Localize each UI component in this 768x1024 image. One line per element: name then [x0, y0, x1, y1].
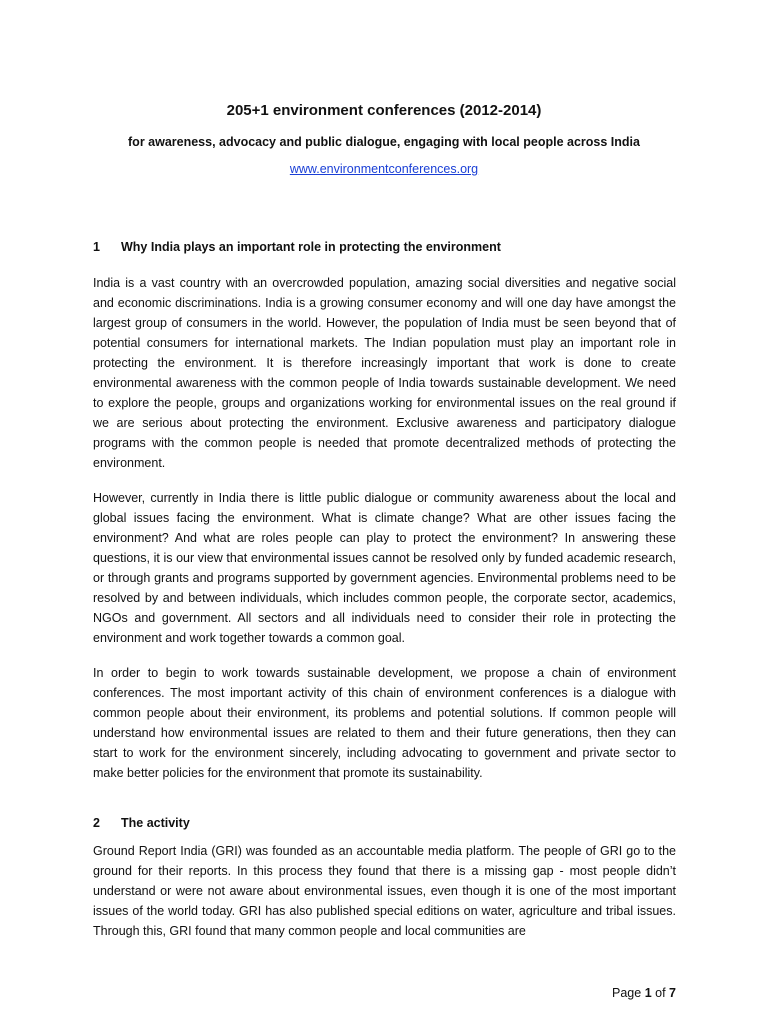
section-number: 2 [93, 816, 100, 830]
paragraph: India is a vast country with an overcrowded population, amazing social diversities and negative social and economic discriminations. India is a growing consumer economy and will one day have amongst the largest group of consumers in the world. However, the population of India must be seen beyond that of potential consumers for international markets. The Indian population must play an important role in protecting the environment. It is therefore increasingly important that work is done to create environmental awareness with the common people of India towards sustainable development. We need to explore the people, groups and organizations working for environmental issues on the real ground if we are serious about protecting the environment. Exclusive awareness and participatory dialogue programs with the common people is needed that promote decentralized methods of protecting the environment. [93, 276, 676, 470]
website-link[interactable]: www.environmentconferences.org [289, 162, 479, 176]
paragraph: Ground Report India (GRI) was founded as an accountable media platform. The people of GRI go to the ground for their reports. In this process they found that there is a missing gap - most people didn’t understand or were not aware about environmental issues, even though it is one of the most important issues of the world today. GRI has also published special editions on water, agriculture and tribal issues. Through this, GRI found that many common people and local communities are [93, 844, 676, 938]
total-pages: 7 [669, 986, 676, 1000]
section-heading-1 [93, 238, 501, 256]
page-number [612, 984, 676, 1002]
section-heading-text: Why India plays an important role in protecting the environment [121, 240, 501, 254]
section-heading-text: The activity [121, 816, 190, 830]
page-word: Page [612, 986, 642, 1000]
document-subtitle: for awareness, advocacy and public dialogue, engaging with local people across India [128, 135, 640, 149]
document-title: 205+1 environment conferences (2012-2014) [226, 102, 542, 119]
section-number: 1 [93, 240, 100, 254]
paragraph: In order to begin to work towards sustainable development, we propose a chain of environment conferences. The most important activity of this chain of environment conferences is a dialogue with common people about their environment, its problems and potential solutions. If common people will understand how environmental issues are related to them and their future generations, then they can start to work for the environment sincerely, including advocating to government and private sector to make better policies for the environment that promote its sustainability. [93, 666, 676, 780]
website-link-container [0, 160, 768, 178]
paragraph: However, currently in India there is little public dialogue or community awareness about the local and global issues facing the environment. What is climate change? What are other issues facing the environment? And what are roles people can play to protect the environment? In answering these questions, it is our view that environmental issues cannot be resolved only by funded academic research, or through grants and programs supported by government agencies. Environmental problems need to be resolved by and between individuals, which includes common people, the corporate sector, academics, NGOs and government. All sectors and all individuals need to consider their role in protecting the environment and work together towards a common goal. [93, 491, 676, 645]
of-word: of [655, 986, 666, 1000]
current-page: 1 [644, 986, 652, 1000]
section-heading-2 [93, 814, 190, 832]
